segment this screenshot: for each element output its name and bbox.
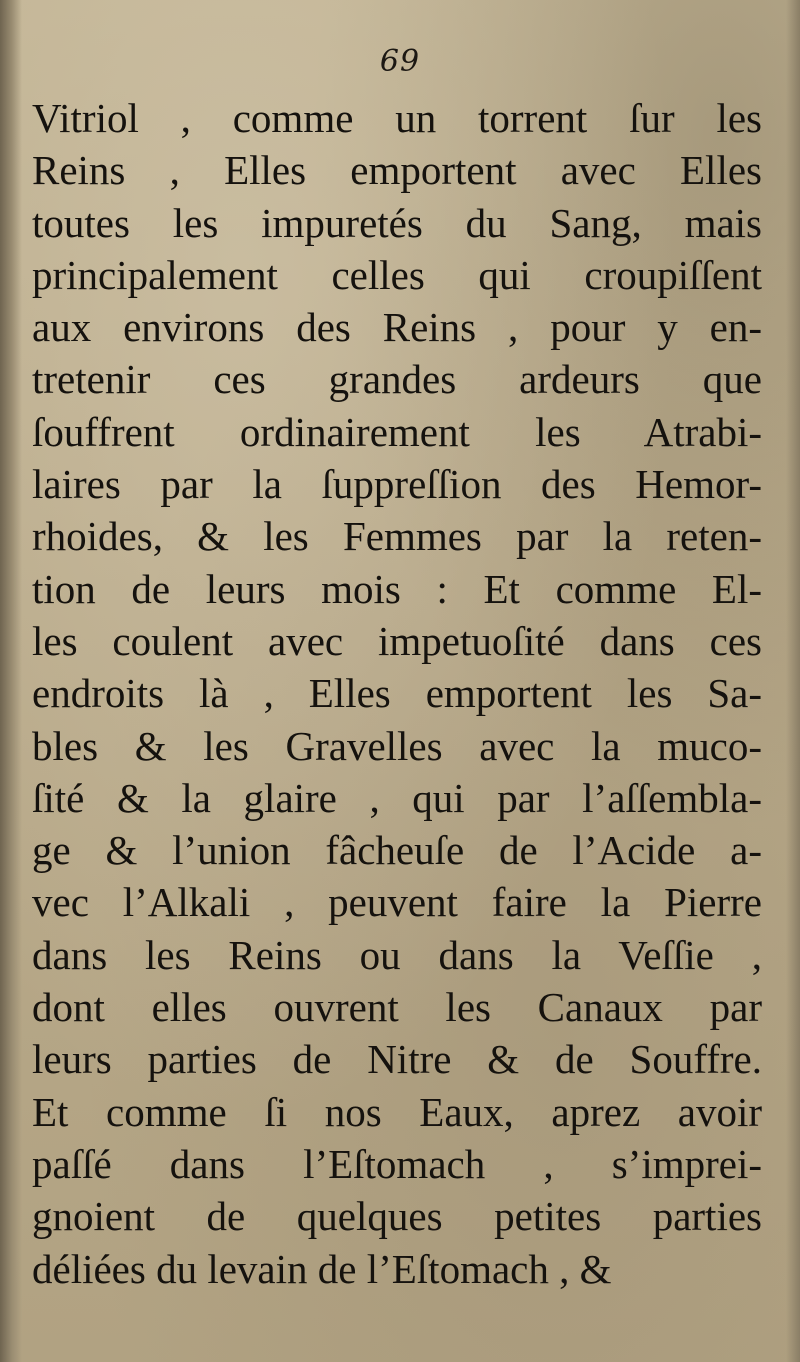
text-line: leurs parties de Nitre & de Souffre. [32,1036,762,1083]
text-line: vec l’Alkali , peuvent faire la Pierre [32,879,762,926]
text-line: ge & l’union fâcheuſe de l’Acide a- [32,827,762,874]
text-line: endroits là , Elles emportent les Sa- [32,670,762,717]
page-number: 69 [379,44,421,79]
text-line: paſſé dans l’Eſtomach , s’imprei- [32,1140,762,1187]
text-line: dans les Reins ou dans la Veſſie , [32,931,762,978]
text-line: ſité & la glaire , qui par l’aſſembla- [32,774,762,821]
text-line: dont elles ouvrent les Canaux par [32,984,762,1031]
text-line: laires par la ſuppreſſion des Hemor- [32,461,762,508]
text-line: les coulent avec impetuoſité dans ces [32,617,762,664]
text-line: déliées du levain de l’Eſtomach , & [32,1245,612,1292]
text-line: toutes les impuretés du Sang, mais [32,199,762,246]
text-line: rhoides, & les Femmes par la reten- [32,513,762,560]
text-line: aux environs des Reins , pour y en- [32,304,762,351]
text-line: gnoient de quelques petites parties [32,1193,762,1240]
page-edge-right [786,0,800,1362]
text-line: Et comme ſi nos Eaux, aprez avoir [32,1088,762,1135]
text-line: tion de leurs mois : Et comme El- [32,565,762,612]
text-line: Reins , Elles emportent avec Elles [32,147,762,194]
body-text [32,92,762,1295]
text-line: Vitriol , comme un torrent ſur les [32,95,762,141]
text-line: bles & les Gravelles avec la muco- [32,722,762,769]
text-line: ſouffrent ordinairement les Atrabi- [32,408,762,455]
text-line: principalement celles qui croupiſſent [32,251,762,298]
page-edge-shadow [0,0,22,1362]
text-line: tretenir ces grandes ardeurs que [32,356,762,403]
